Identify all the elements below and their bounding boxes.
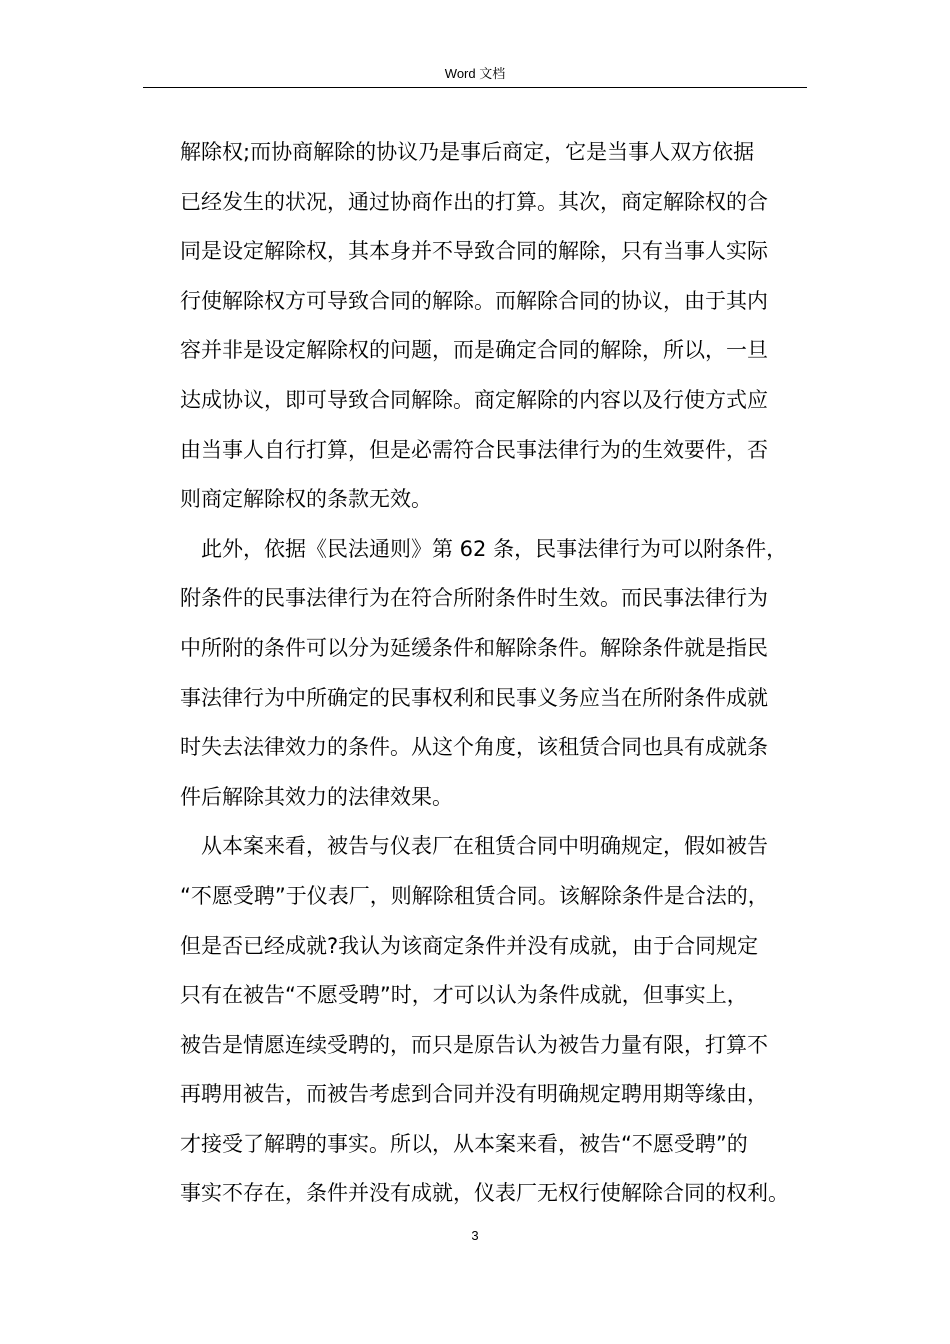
text-line: 只有在被告“不愿受聘”时，才可以认为条件成就，但事实上， bbox=[180, 983, 748, 1008]
text-line: 才接受了解聘的事实。所以，从本案来看，被告“不愿受聘”的 bbox=[180, 1131, 748, 1156]
text-line: 则商定解除权的条款无效。 bbox=[180, 487, 432, 512]
page-number: 3 bbox=[471, 1228, 479, 1243]
text-line: 行使解除权方可导致合同的解除。而解除合同的协议，由于其内 bbox=[180, 288, 768, 313]
text-line: 同是设定解除权，其本身并不导致合同的解除，只有当事人实际 bbox=[180, 239, 768, 264]
text-line: 由当事人自行打算，但是必需符合民事法律行为的生效要件，否 bbox=[180, 437, 768, 462]
text-line: 时失去法律效力的条件。从这个角度，该租赁合同也具有成就条 bbox=[180, 735, 768, 760]
text-line: 达成协议，即可导致合同解除。商定解除的内容以及行使方式应 bbox=[180, 387, 768, 412]
text-line: “不愿受聘”于仪表厂，则解除租赁合同。该解除条件是合法的， bbox=[180, 883, 769, 908]
text-line: 再聘用被告，而被告考虑到合同并没有明确规定聘用期等缘由， bbox=[180, 1082, 768, 1107]
text-line: 中所附的条件可以分为延缓条件和解除条件。解除条件就是指民 bbox=[180, 635, 768, 660]
text-line: 事法律行为中所确定的民事权利和民事义务应当在所附条件成就 bbox=[180, 685, 768, 710]
text-line: 事实不存在，条件并没有成就，仪表厂无权行使解除合同的权利。 bbox=[180, 1181, 789, 1206]
text-line: 件后解除其效力的法律效果。 bbox=[180, 784, 453, 809]
header-divider bbox=[143, 87, 807, 88]
text-line: 从本案来看，被告与仪表厂在租赁合同中明确规定，假如被告 bbox=[201, 834, 768, 859]
document-body bbox=[180, 128, 810, 1219]
text-line: 已经发生的状况，通过协商作出的打算。其次，商定解除权的合 bbox=[180, 189, 768, 214]
text-line: 解除权;而协商解除的协议乃是事后商定，它是当事人双方依据 bbox=[180, 140, 755, 164]
text-line: 此外，依据《民法通则》第 62 条，民事法律行为可以附条件， bbox=[201, 536, 788, 561]
page-header-title: Word 文档 bbox=[444, 66, 506, 81]
text-line: 容并非是设定解除权的问题，而是确定合同的解除，所以，一旦 bbox=[180, 338, 768, 363]
text-line: 被告是情愿连续受聘的，而只是原告认为被告力量有限，打算不 bbox=[180, 1032, 768, 1057]
text-line: 但是否已经成就?我认为该商定条件并没有成就，由于合同规定 bbox=[180, 933, 759, 958]
text-line: 附条件的民事法律行为在符合所附条件时生效。而民事法律行为 bbox=[180, 586, 768, 611]
